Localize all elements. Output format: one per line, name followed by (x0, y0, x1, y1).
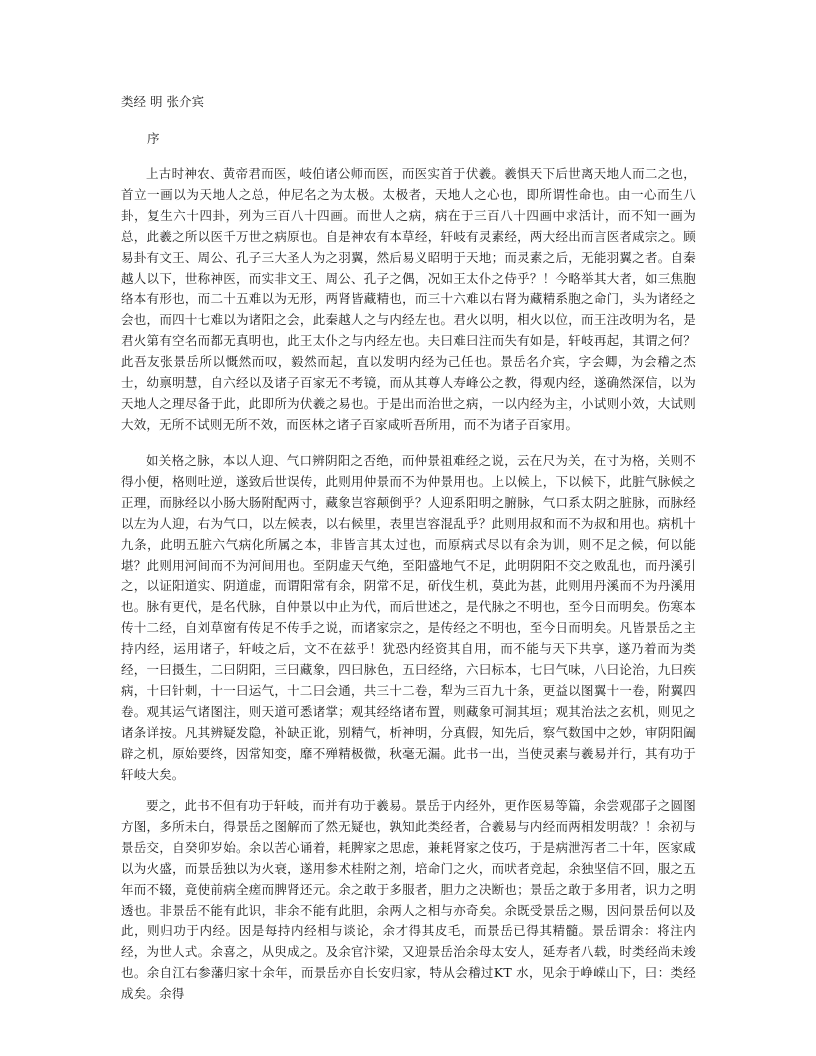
paragraph-1: 上古时神农、黄帝君而医，岐伯诸公师而医，而医实首于伏羲。羲惧天下后世离天地人而二之也，首立一画以为天地人之总，仲尼名之为太极。太极者，天地人之心也，即所谓性命也。由一心而生八卦，复生六十四卦，列为三百八十四画。而世人之病，病在于三百八十四画中求活计，而不知一画为总，此羲之所以医千万世之病原也。自是神农有本草经，轩岐有灵素经，两大经出而言医者咸宗之。顾易卦有文王、周公、孔子三大圣人为之羽翼，然后易义昭明于天地；而灵素之后，无能羽翼之者。自秦越人以下，世称神医，而实非文王、周公、孔子之偶，况如王太仆之侍乎？！今略举其大者，如三焦胞络本有形也，而二十五难以为无形，两肾皆藏精也，而三十六难以右肾为藏精系胞之命门，头为诸经之会也，而四十七难以为诸阳之会，此秦越人之与内经左也。君火以明，相火以位，而王注改明为名，是君火第有空名而都无真明也，此王太仆之与内经左也。夫曰难曰注而失有如是，轩岐再起，其谓之何？此吾友张景岳所以慨然而叹，毅然而起，直以发明内经为己任也。景岳名介宾，字会卿，为会稽之杰士，幼禀明慧，自六经以及诸子百家无不考镜，而从其尊人寿峰公之教，得观内经，遂确然深信，以为天地人之理尽备于此，此即所为伏羲之易也。于是出而治世之病，一以内经为主，小试则小效，大试则大效，无所不试则无所不效，而医林之诸子百家咸听吾所用，而不为诸子百家用。 (121, 166, 696, 432)
section-title: 序 (147, 131, 160, 146)
paragraph-3: 要之，此书不但有功于轩岐，而并有功于羲易。景岳于内经外，更作医易等篇，余尝观邵子之圆图方图，多所未白，得景岳之图解而了然无疑也，孰知此类经者，合羲易与内经而两相发明哉？！余初与景岳交，自癸卯岁始。余以苦心诵着，耗脾家之思虑，兼耗肾家之伎巧，于是病泄泻者二十年，医家咸以为火盛，而景岳独以为火衰，遂用参术桂附之剂，培命门之火，而吠者竞起，余独坚信不回，服之五年而不辍，竟使前病全瘥而脾肾还元。余之敢于多服者，胆力之决断也；景岳之敢于多用者，识力之明透也。非景岳不能有此识，非余不能有此胆，余两人之相与亦奇矣。余既受景岳之赐，因问景岳何以及此，则归功于内经。因是每持内经相与谈论，余才得其皮毛，而景岳已得其精髓。景岳谓余：将注内经，为世人式。余喜之，从臾成之。及余官汴梁，又迎景岳治余母太安人，延寿者八载，时类经尚未竣也。余自江右参藩归家十余年，而景岳亦自长安归家，特从会稽过KT 水，见余于峥嵘山下，曰：类经成矣。余得 (121, 798, 696, 1002)
paragraph-2: 如关格之脉，本以人迎、气口辨阴阳之否绝，而仲景祖难经之说，云在尺为关，在寸为格，关则不得小便，格则吐逆，遂致后世误传，此则用仲景而不为仲景用也。上以候上，下以候下，此脏气脉候之正理，而脉经以小肠大肠附配两寸，藏象岂容颠倒乎？人迎系阳明之腑脉，气口系太阴之脏脉，而脉经以左为人迎，右为气口，以左候表，以右候里，表里岂容混乱乎？此则用叔和而不为叔和用也。病机十九条，此明五脏六气病化所属之本，非皆言其太过也，而原病式尽以有余为训，则不足之候，何以能堪？此则用河间而不为河间用也。至阴虚天气绝，至阳盛地气不足，此明阴阳不交之败乱也，而丹溪引之，以证阳道实、阴道虚，而谓阳常有余，阴常不足，斫伐生机，莫此为甚，此则用丹溪而不为丹溪用也。脉有更代，是名代脉，自仲景以中止为代，而后世述之，是代脉之不明也，至今日而明矣。伤寒本传十二经，自刘草窗有传足不传手之说，而诸家宗之，是传经之不明也，至今日而明矣。凡皆景岳之主持内经，运用诸子，轩岐之后，文不在兹乎！犹恐内经资其自用，而不能与天下共享，遂乃着而为类经，一曰摄生，二曰阴阳，三曰藏象，四曰脉色，五曰经络，六曰标本，七曰气味，八曰论治，九曰疾病，十曰针刺，十一曰运气，十二曰会通，共三十二卷，犁为三百九十条，更益以图翼十一卷，附翼四卷。观其运气诸图注，则天道可悉诸掌；观其经络诸布置，则藏象可洞其垣；观其治法之玄机，则见之诸条详按。凡其辨疑发隐，补缺正讹，别精气，析神明，分真假，知先后，察气数国中之妙，审阴阳阖辟之机，原始要终，因常知变，靡不殚精极微，秋毫无漏。此书一出，当使灵素与羲易并行，其有功于轩岐大矣。 (121, 453, 696, 782)
document-header: 类经 明 张介宾 (121, 94, 204, 109)
